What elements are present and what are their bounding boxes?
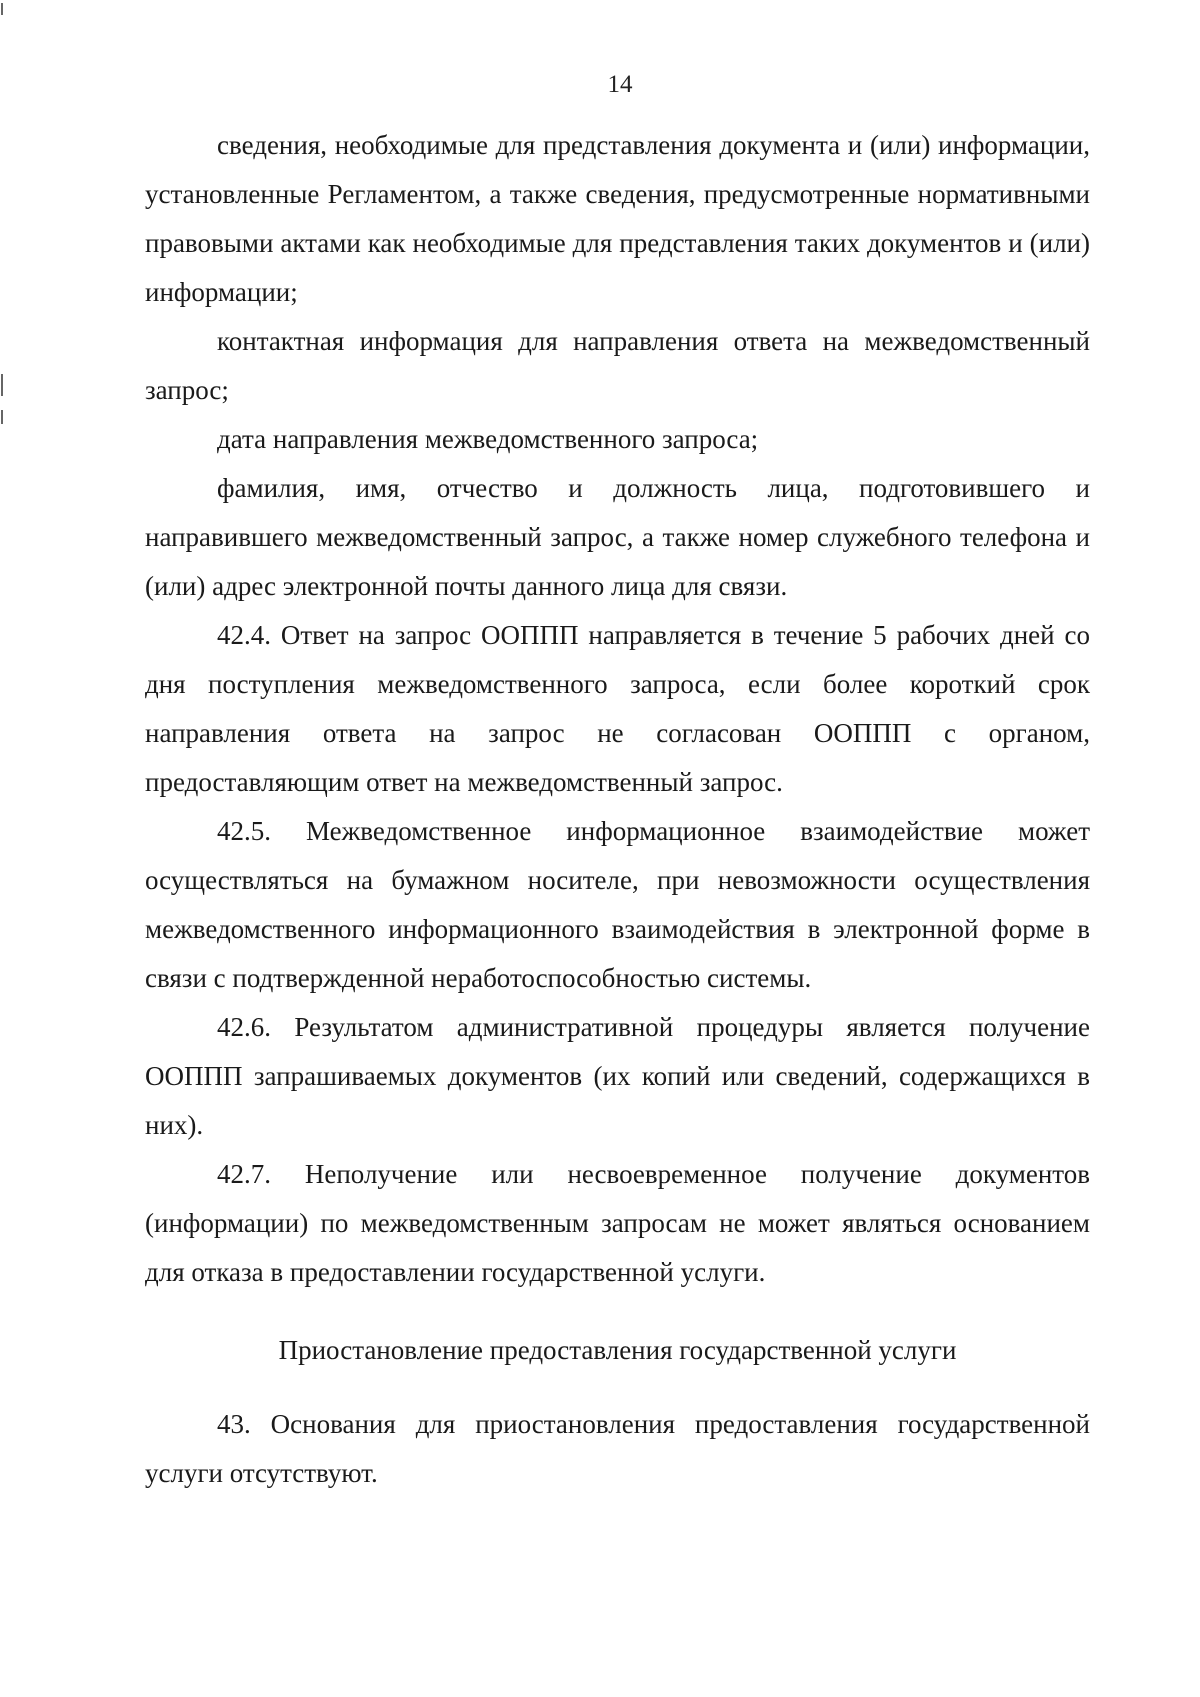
clause-42-5: 42.5. Межведомственное информационное взаимодействие может осуществляться на бумажном носителе, при невозможности осуществления межведомственного информационного взаимодействия в электронной форме в связи с подтвержденной неработоспособностью системы. [145, 816, 1090, 993]
paragraph-request-information: сведения, необходимые для представления документа и (или) информации, установленные Регламентом, а также сведения, предусмотренные нормативными правовыми актами как необходимые для представления таких документов и (или) информации; [145, 130, 1090, 307]
paragraph-request-date: дата направления межведомственного запроса; [217, 424, 759, 454]
scan-edge-mark [1, 410, 3, 424]
paragraph-responsible-person: фамилия, имя, отчество и должность лица, подготовившего и направившего межведомственный запрос, а также номер служебного телефона и (или) адрес электронной почты данного лица для связи. [145, 473, 1090, 601]
scan-edge-mark [1, 3, 3, 15]
clause-42-6: 42.6. Результатом административной процедуры является получение ООППП запрашиваемых документов (их копий или сведений, содержащихся в них). [145, 1012, 1090, 1140]
paragraph-contact-information: контактная информация для направления ответа на межведомственный запрос; [145, 326, 1090, 405]
section-heading: Приостановление предоставления государственной услуги [278, 1335, 957, 1365]
document-body [145, 121, 1090, 1498]
clause-43: 43. Основания для приостановления предоставления государственной услуги отсутствуют. [145, 1409, 1090, 1488]
clause-42-7: 42.7. Неполучение или несвоевременное получение документов (информации) по межведомственным запросам не может являться основанием для отказа в предоставлении государственной услуги. [145, 1159, 1090, 1287]
page-number: 14 [607, 71, 633, 98]
clause-42-4: 42.4. Ответ на запрос ООППП направляется в течение 5 рабочих дней со дня поступления межведомственного запроса, если более короткий срок направления ответа на запрос не согласован ООППП с органом, предоставляющим ответ на межведомственный запрос. [145, 620, 1090, 797]
scan-edge-mark [1, 374, 3, 396]
